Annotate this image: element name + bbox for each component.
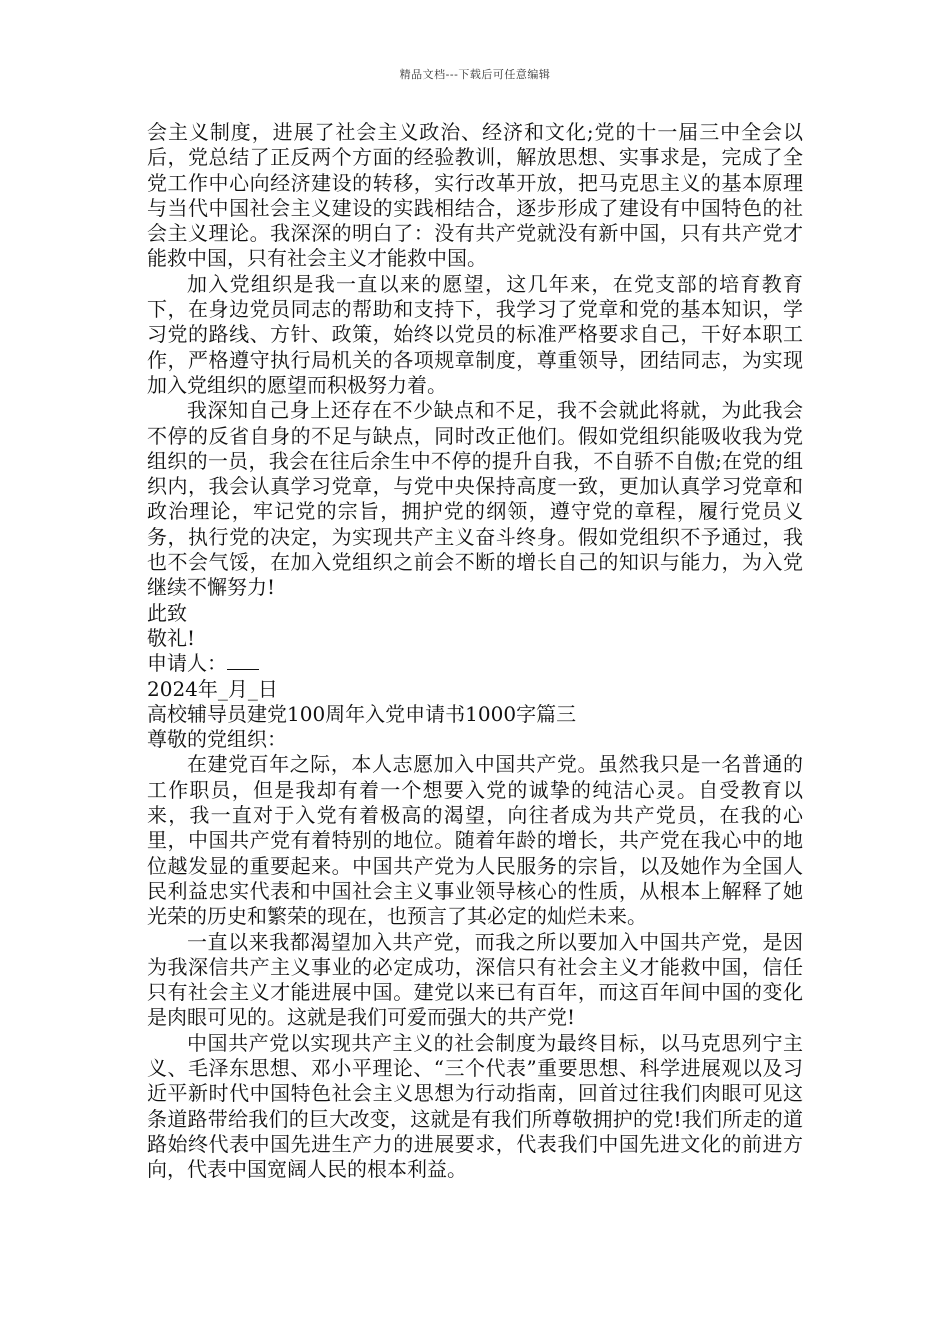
- salute-line: 敬礼!: [147, 625, 196, 650]
- applicant-line: [147, 651, 803, 676]
- date-line: 2024年_月_日: [147, 676, 278, 701]
- paragraph-5: 一直以来我都渴望加入共产党，而我之所以要加入中国共产党，是因为我深信共产主义事业的必定成功，深信只有社会主义才能救中国，信任只有社会主义才能进展中国。建党以来已有百年，而这百年间中国的变化是肉眼可见的。这就是我们可爱而强大的共产党!: [147, 929, 803, 1030]
- closing-line: 此致: [147, 600, 187, 625]
- greeting-line: 尊敬的党组织：: [147, 727, 287, 752]
- page-header: 精品文档---下载后可任意编辑: [399, 68, 551, 81]
- section-title: 高校辅导员建党100周年入党申请书1000字篇三: [147, 701, 577, 726]
- applicant-blank: [227, 651, 259, 670]
- document-body: [147, 120, 803, 1182]
- paragraph-2: 加入党组织是我一直以来的愿望，这几年来，在党支部的培育教育下，在身边党员同志的帮助和支持下，我学习了党章和党的基本知识，学习党的路线、方针、政策，始终以党员的标准严格要求自己，干好本职工作，严格遵守执行局机关的各项规章制度，尊重领导，团结同志，为实现加入党组织的愿望而积极努力着。: [147, 271, 803, 397]
- paragraph-1: 会主义制度，进展了社会主义政治、经济和文化;党的十一届三中全会以后，党总结了正反两个方面的经验教训，解放思想、实事求是，完成了全党工作中心向经济建设的转移，实行改革开放，把马克思主义的基本原理与当代中国社会主义建设的实践相结合，逐步形成了建设有中国特色的社会主义理论。我深深的明白了：没有共产党就没有新中国，只有共产党才能救中国，只有社会主义才能救中国。: [147, 120, 803, 271]
- paragraph-6: 中国共产党以实现共产主义的社会制度为最终目标，以马克思列宁主义、毛泽东思想、邓小平理论、“三个代表”重要思想、科学进展观以及习近平新时代中国特色社会主义思想为行动指南，回首过往我们肉眼可见这条道路带给我们的巨大改变，这就是有我们所尊敬拥护的党!我们所走的道路始终代表中国先进生产力的进展要求，代表我们中国先进文化的前进方向，代表中国宽阔人民的根本利益。: [147, 1030, 803, 1182]
- paragraph-3: 我深知自己身上还存在不少缺点和不足，我不会就此将就，为此我会不停的反省自身的不足与缺点，同时改正他们。假如党组织能吸收我为党组织的一员，我会在往后余生中不停的提升自我，不自骄不自傲;在党的组织内，我会认真学习党章，与党中央保持高度一致，更加认真学习党章和政治理论，牢记党的宗旨，拥护党的纲领，遵守党的章程，履行党员义务，执行党的决定，为实现共产主义奋斗终身。假如党组织不予通过，我也不会气馁，在加入党组织之前会不断的增长自己的知识与能力，为入党继续不懈努力!: [147, 398, 803, 600]
- applicant-label: 申请人：: [147, 651, 227, 676]
- paragraph-4: 在建党百年之际，本人志愿加入中国共产党。虽然我只是一名普通的工作职员，但是我却有着一个想要入党的诚挚的纯洁心灵。自受教育以来，我一直对于入党有着极高的渴望，向往者成为共产党员，在我的心里，中国共产党有着特别的地位。随着年龄的增长，共产党在我心中的地位越发显的重要起来。中国共产党为人民服务的宗旨，以及她作为全国人民利益忠实代表和中国社会主义事业领导核心的性质，从根本上解释了她光荣的历史和繁荣的现在，也预言了其必定的灿烂未来。: [147, 752, 803, 929]
